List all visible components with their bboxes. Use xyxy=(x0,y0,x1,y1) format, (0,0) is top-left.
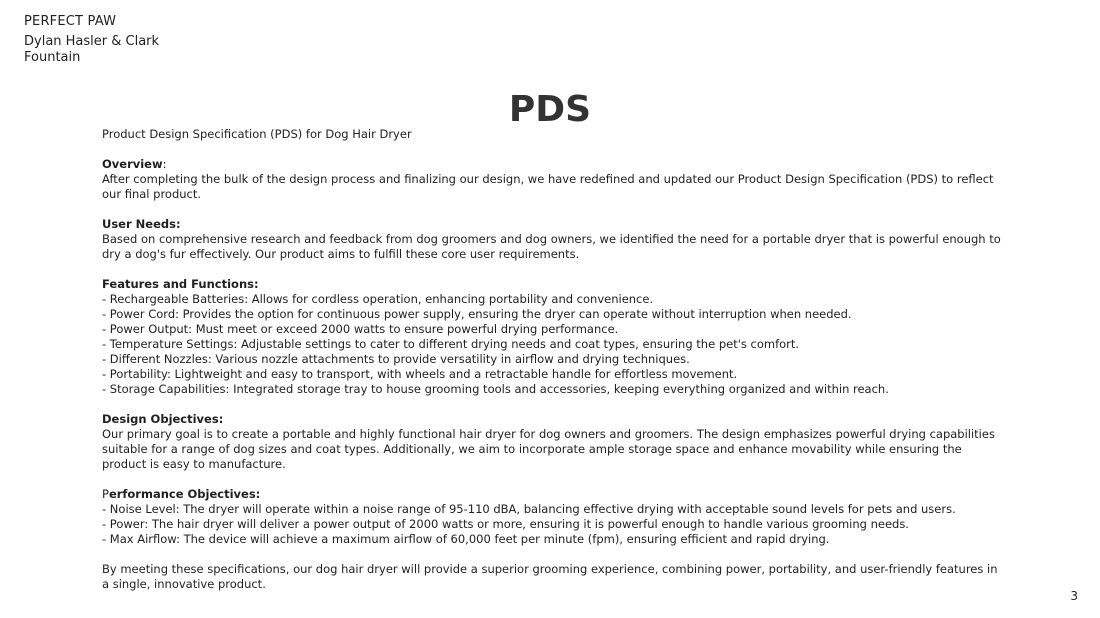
feature-item: - Portability: Lightweight and easy to transport, with wheels and a retractable handle for effortless movement. xyxy=(102,367,738,381)
feature-item: - Different Nozzles: Various nozzle attachments to provide versatility in airflow and drying techniques. xyxy=(102,352,690,366)
document-body xyxy=(102,127,1002,607)
design-objectives-text: Our primary goal is to create a portable and highly functional hair dryer for dog owners and groomers. The design emphasizes powerful drying capabilities suitable for a range of dog sizes and coat types. Additionally, we aim to incorporate ample storage space and enhance movability while ensuring the product is easy to manufacture. xyxy=(102,427,995,471)
user-needs-text: Based on comprehensive research and feedback from dog groomers and dog owners, we identified the need for a portable dryer that is powerful enough to dry a dog's fur effectively. Our product aims to fulfill these core user requirements. xyxy=(102,232,1001,261)
authors: Dylan Hasler & Clark Fountain xyxy=(24,34,160,65)
overview-section xyxy=(102,157,1002,202)
user-needs-section xyxy=(102,217,1002,262)
page-number: 3 xyxy=(1070,589,1078,603)
performance-heading: erformance Objectives: xyxy=(108,487,261,501)
feature-item: - Rechargeable Batteries: Allows for cordless operation, enhancing portability and convenience. xyxy=(102,292,654,306)
performance-item: - Max Airflow: The device will achieve a maximum airflow of 60,000 feet per minute (fpm), ensuring efficient and rapid drying. xyxy=(102,532,830,546)
performance-heading-initial: P xyxy=(102,487,109,501)
overview-colon: : xyxy=(162,157,167,171)
brand-name: PERFECT PAW xyxy=(24,14,117,29)
feature-item: - Power Cord: Provides the option for continuous power supply, ensuring the dryer can operate without interruption when needed. xyxy=(102,307,852,321)
feature-item: - Power Output: Must meet or exceed 2000 watts to ensure powerful drying performance. xyxy=(102,322,619,336)
performance-item: - Noise Level: The dryer will operate within a noise range of 95-110 dBA, balancing effective drying with acceptable sound levels for pets and users. xyxy=(102,502,956,516)
conclusion-text: By meeting these specifications, our dog hair dryer will provide a superior grooming experience, combining power, portability, and user-friendly features in a single, innovative product. xyxy=(102,562,998,591)
feature-item: - Temperature Settings: Adjustable settings to cater to different drying needs and coat types, ensuring the pet's comfort. xyxy=(102,337,800,351)
overview-heading: Overview xyxy=(102,157,163,171)
design-objectives-section xyxy=(102,412,1002,472)
overview-text: After completing the bulk of the design process and finalizing our design, we have redefined and updated our Product Design Specification (PDS) to reflect our final product. xyxy=(102,172,994,201)
page-title: PDS xyxy=(508,89,592,130)
features-section xyxy=(102,277,1002,397)
intro-line: Product Design Specification (PDS) for Dog Hair Dryer xyxy=(102,127,412,141)
feature-item: - Storage Capabilities: Integrated storage tray to house grooming tools and accessories, keeping everything organized and within reach. xyxy=(102,382,889,396)
performance-item: - Power: The hair dryer will deliver a power output of 2000 watts or more, ensuring it is powerful enough to handle various grooming needs. xyxy=(102,517,909,531)
user-needs-heading: User Needs: xyxy=(102,217,181,231)
design-objectives-heading: Design Objectives: xyxy=(102,412,224,426)
features-heading: Features and Functions: xyxy=(102,277,259,291)
performance-objectives-section xyxy=(102,487,1002,547)
